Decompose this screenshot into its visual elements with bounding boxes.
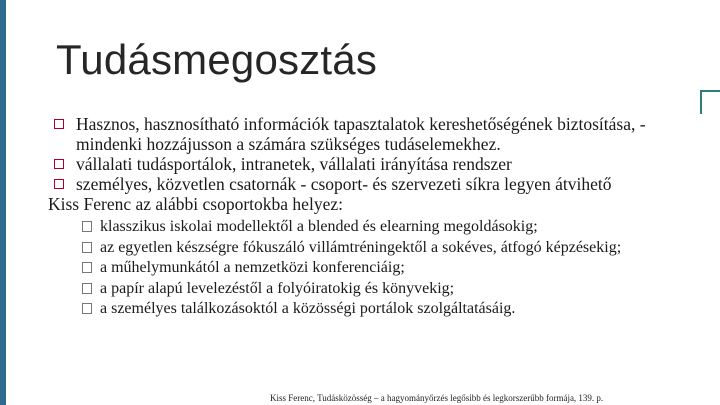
square-bullet-icon <box>54 179 64 189</box>
sub-bullet-text: az egyetlen készségre fókuszáló villámtréningektől a sokéves, átfogó képzésekig; <box>100 238 622 256</box>
page-title: Tudásmegosztás <box>56 36 378 83</box>
sub-bullet-icon <box>82 221 92 232</box>
sub-bullet-icon <box>82 262 92 273</box>
sub-bullet-item <box>82 238 698 259</box>
sub-bullet-item <box>82 258 698 279</box>
corner-decoration <box>700 86 720 114</box>
bullet-text: személyes, közvetlen csatornák - csoport- és szervezeti síkra legyen átvihető <box>76 174 612 194</box>
sub-bullet-text: a műhelymunkától a nemzetközi konferenciáig; <box>100 259 405 276</box>
bullet-item <box>48 174 698 194</box>
sub-bullet-icon <box>82 242 92 253</box>
sub-bullet-list <box>82 217 698 320</box>
sub-bullet-text: a papír alapú levelezéstől a folyóiratokig és könyvekig; <box>100 279 455 297</box>
sub-bullet-icon <box>82 303 92 314</box>
sub-bullet-icon <box>82 283 92 294</box>
intro-text: Kiss Ferenc az alábbi csoportokba helyez: <box>48 194 343 214</box>
bullet-text: Hasznos, hasznosítható információk tapasztalatok kereshetőségének biztosítása, - mindenki hozzájusson a számára szükséges tudáselemekhez. <box>76 114 646 154</box>
slide-content <box>48 114 698 320</box>
square-bullet-icon <box>54 159 64 169</box>
bullet-item <box>48 114 698 154</box>
sub-bullet-item <box>82 217 698 238</box>
sub-bullet-text: a személyes találkozásoktól a közösségi portálok szolgáltatásáig. <box>100 300 516 317</box>
footnote: Kiss Ferenc, Tudásközösség – a hagyományőrzés legősibb és legkorszerűbb formája, 139. p. <box>270 393 604 403</box>
sub-bullet-text: klasszikus iskolai modellektől a blended és elearning megoldásokig; <box>100 218 538 235</box>
square-bullet-icon <box>54 119 64 129</box>
sub-bullet-item <box>82 279 698 300</box>
bullet-item <box>48 154 698 174</box>
sub-bullet-item <box>82 299 698 320</box>
accent-bar <box>0 0 6 405</box>
bullet-text: vállalati tudásportálok, intranetek, vállalati irányítása rendszer <box>76 154 512 174</box>
